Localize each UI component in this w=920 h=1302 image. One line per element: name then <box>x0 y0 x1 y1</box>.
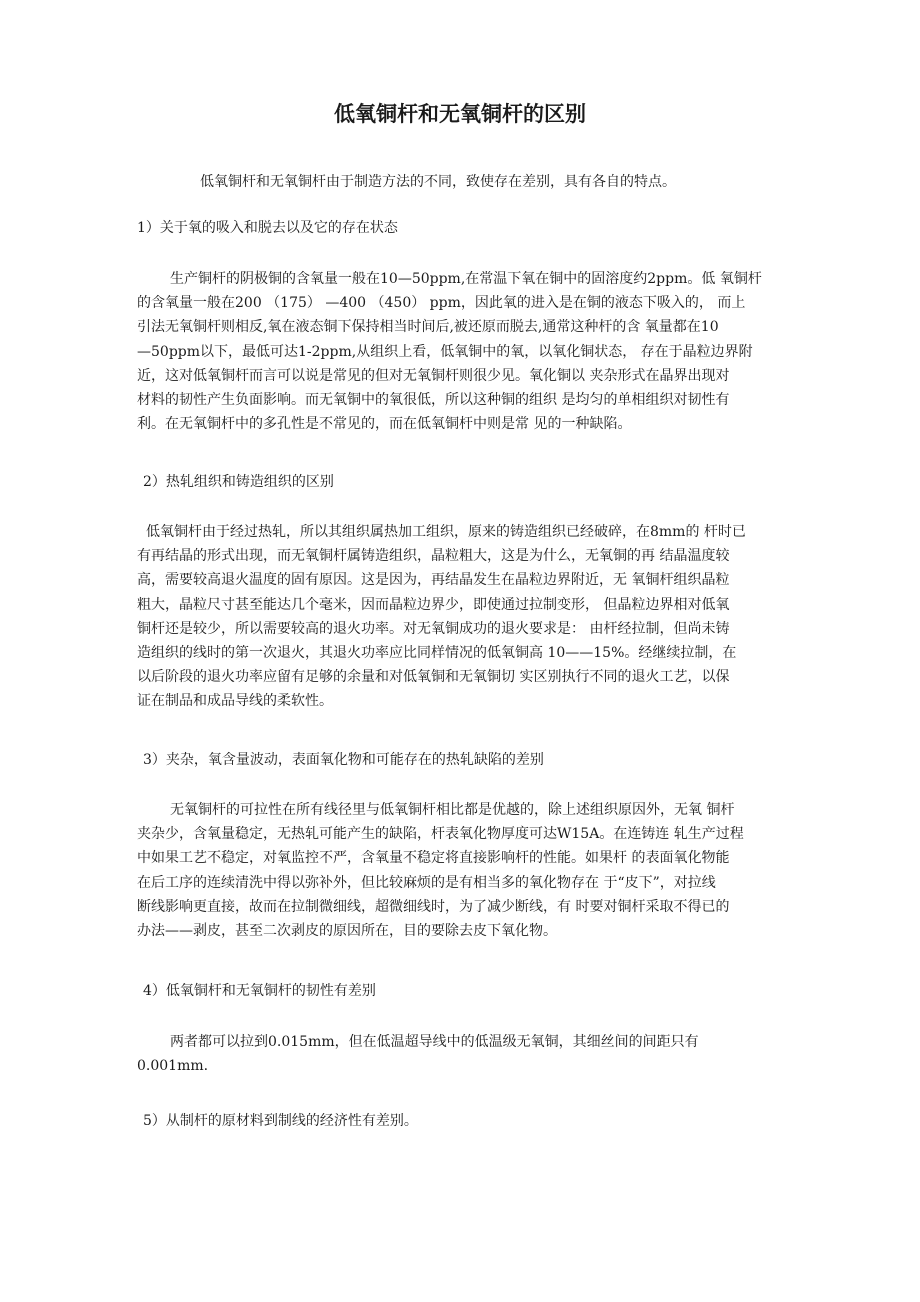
paragraph-line: 引法无氧铜杆则相反,氧在液态铜下保持相当时间后,被还原而脱去,通常这种杆的含 氧量都在10 <box>137 319 719 336</box>
paragraph-line: 有再结晶的形式出现，而无氧铜杆属铸造组织，晶粒粗大，这是为什么，无氧铜的再 结晶温度较 <box>137 548 730 565</box>
paragraph-line: 在后工序的连续清洗中得以弥补外，但比较麻烦的是有相当多的氧化物存在 于“皮下”，对拉线 <box>137 874 716 891</box>
paragraph-line: 造组织的线时的第一次退火，其退火功率应比同样情况的低氧铜高 10——15%。经继续拉制，在 <box>137 645 737 662</box>
section-body-1 <box>137 267 793 436</box>
paragraph-line: 两者都可以拉到0.015mm，但在低温超导线中的低温级无氧铜，其细丝间的间距只有 <box>170 1034 699 1050</box>
paragraph-line: 利。在无氧铜杆中的多孔性是不常见的，而在低氧铜杆中则是常 见的一种缺陷。 <box>137 416 632 433</box>
paragraph-line: 高，需要较高退火温度的固有原因。这是因为，再结晶发生在晶粒边界附近，无 氧铜杆组织晶粒 <box>137 572 730 589</box>
section-body-4 <box>137 1030 793 1078</box>
paragraph-line: —50ppm以下，最低可达1-2ppm,从组织上看，低氧铜中的氧，以氧化铜状态， 存在于晶粒边界附 <box>137 343 753 360</box>
paragraph-line: 生产铜杆的阴极铜的含氧量一般在10—50ppm,在常温下氧在铜中的固溶度约2ppm。低 氧铜杆 <box>170 271 762 287</box>
section-heading-3: 3）夹杂，氧含量波动，表面氧化物和可能存在的热轧缺陷的差别 <box>143 752 544 768</box>
document-title: 低氧铜杆和无氧铜杆的区别 <box>334 101 586 126</box>
paragraph-line: 证在制品和成品导线的柔软性。 <box>137 693 333 710</box>
section-body-3 <box>137 798 793 943</box>
intro-paragraph: 低氧铜杆和无氧铜杆由于制造方法的不同，致使存在差别，具有各自的特点。 <box>200 174 676 190</box>
paragraph-line: 以后阶段的退火功率应留有足够的余量和对低氧铜和无氧铜切 实区别执行不同的退火工艺，以保 <box>137 669 730 686</box>
paragraph-line: 低氧铜杆由于经过热轧，所以其组织属热加工组织，原来的铸造组织已经破碎，在8mm的 杆时已 <box>146 524 746 540</box>
section-heading-2: 2）热轧组织和铸造组织的区别 <box>143 474 334 490</box>
paragraph-line: 断线影响更直接，故而在拉制微细线，超微细线时，为了减少断线，有 时要对铜杆采取不得已的 <box>137 898 730 915</box>
paragraph-line: 无氧铜杆的可拉性在所有线径里与低氧铜杆相比都是优越的，除上述组织原因外，无氧 铜杆 <box>170 802 735 818</box>
paragraph-line: 铜杆还是较少，所以需要较高的退火功率。对无氧铜成功的退火要求是： 由杆经拉制，但尚未铸 <box>137 620 730 637</box>
section-heading-1: 1）关于氧的吸入和脱去以及它的存在状态 <box>137 220 398 236</box>
paragraph-line: 中如果工艺不稳定，对氧监控不严，含氧量不稳定将直接影响杆的性能。如果杆 的表面氧化物能 <box>137 850 730 867</box>
section-heading-4: 4）低氧铜杆和无氧铜杆的韧性有差别 <box>143 983 376 999</box>
paragraph-line: 夹杂少，含氧量稳定，无热轧可能产生的缺陷，杆表氧化物厚度可达W15A。在连铸连 轧生产过程 <box>137 826 744 843</box>
section-heading-5: 5）从制杆的原材料到制线的经济性有差别。 <box>143 1113 418 1129</box>
paragraph-line: 办法——剥皮，甚至二次剥皮的原因所在，目的要除去皮下氧化物。 <box>137 923 557 940</box>
paragraph-line: 粗大，晶粒尺寸甚至能达几个毫米，因而晶粒边界少，即使通过拉制变形， 但晶粒边界相对低氧 <box>137 596 730 613</box>
paragraph-line: 近，这对低氧铜杆而言可以说是常见的但对无氧铜杆则很少见。氧化铜以 夹杂形式在晶界出现对 <box>137 367 730 384</box>
paragraph-line: 材料的韧性产生负面影响。而无氧铜中的氧很低，所以这种铜的组织 是均匀的单相组织对韧性有 <box>137 392 730 409</box>
paragraph-line: 0.001mm. <box>137 1058 209 1075</box>
section-body-2 <box>137 520 793 714</box>
paragraph-line: 的含氧量一般在200 （175） —400 （450） ppm，因此氧的进入是在铜的液态下吸入的， 而上 <box>137 295 746 312</box>
